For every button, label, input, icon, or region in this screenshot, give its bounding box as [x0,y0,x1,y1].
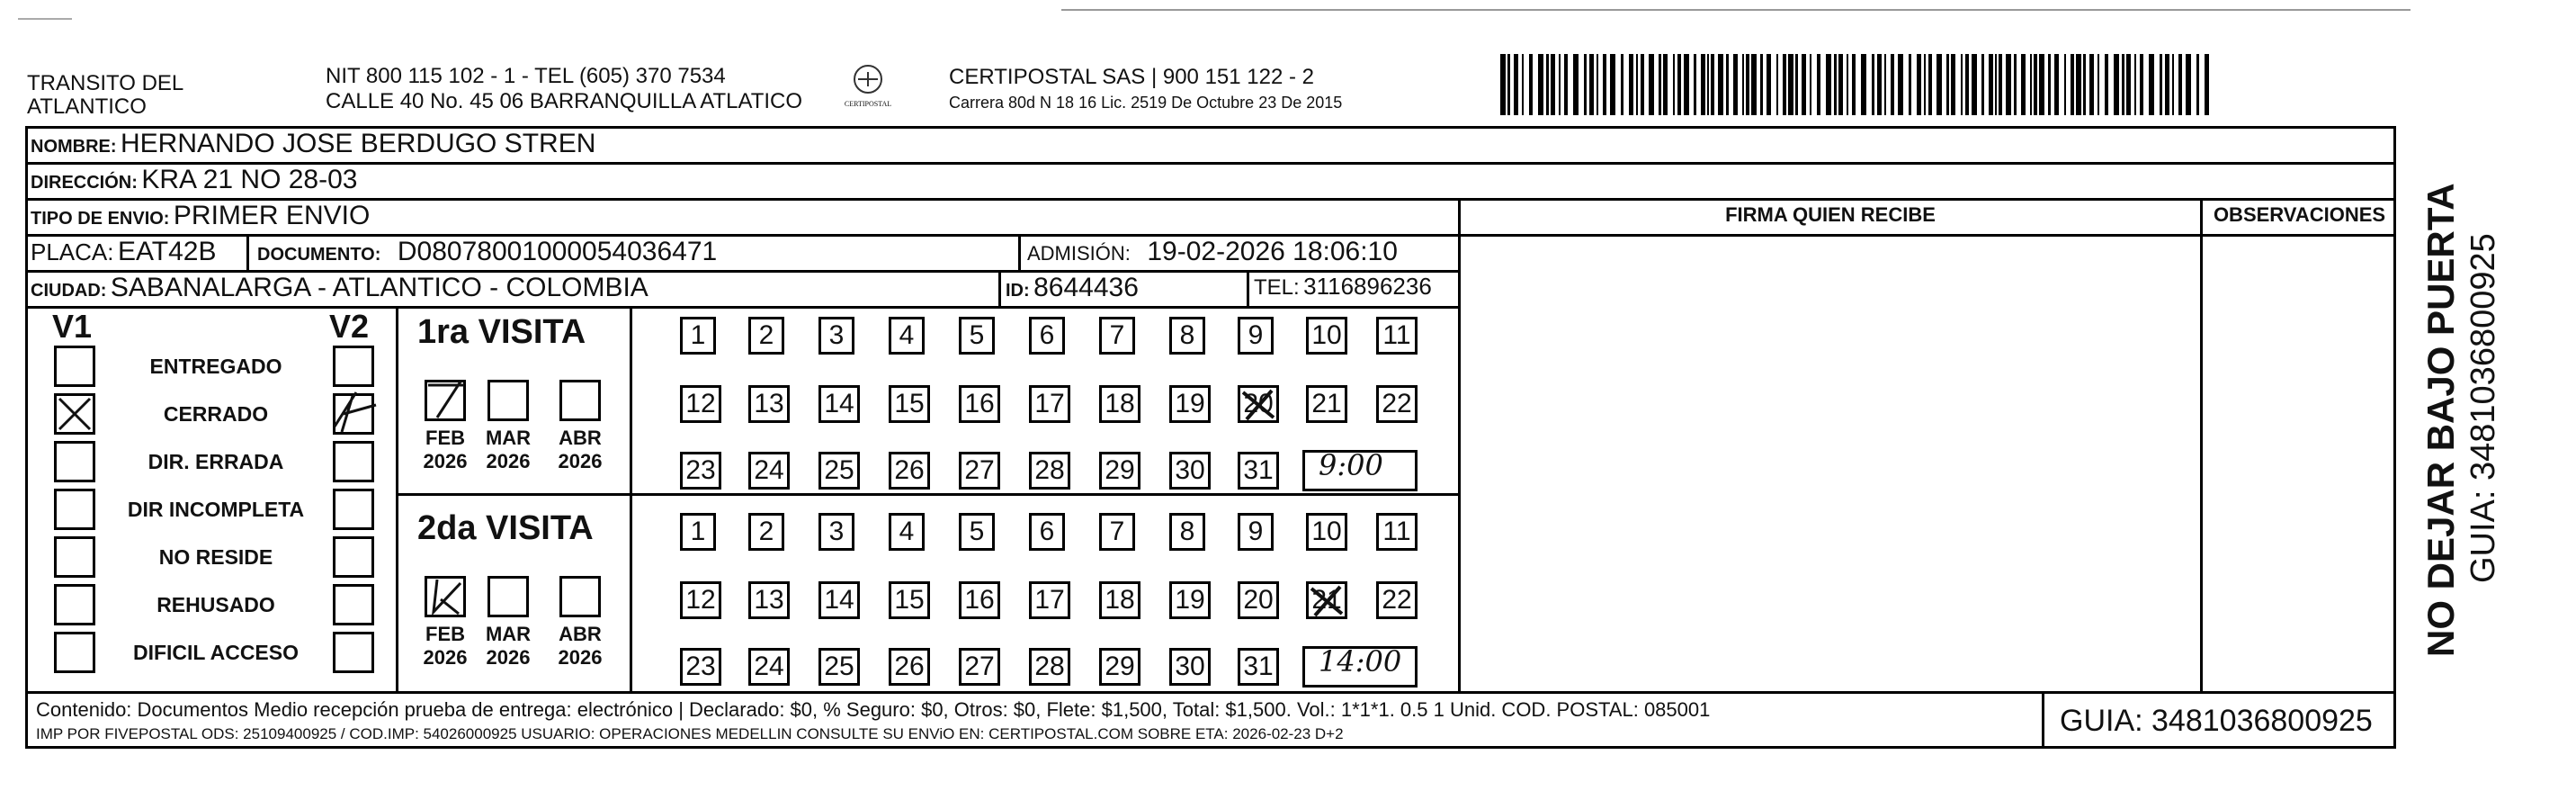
col-line [246,234,249,270]
day-box[interactable]: 23 [680,648,721,686]
status-v1-checkbox[interactable] [54,489,95,530]
day-box[interactable]: 22 [1376,581,1418,619]
month-label [481,623,535,670]
day-box[interactable]: 5 [959,317,995,355]
v2-header: V2 [329,308,370,345]
no-dejar-warning: NO DEJAR BAJO PUERTA [2419,183,2462,657]
day-box[interactable]: 16 [959,385,1000,423]
month-year: 2026 [558,450,603,472]
month-checkbox[interactable] [487,576,529,617]
month-name: FEB [425,427,465,449]
month-label [553,427,607,473]
documento-field: DOCUMENTO: D08078001000054036471 [257,237,718,266]
month-name: MAR [485,623,532,645]
direccion-field: DIRECCIÓN: KRA 21 NO 28-03 [31,165,358,194]
day-box[interactable]: 25 [818,452,860,490]
day-box[interactable]: 4 [889,317,925,355]
row-line [25,691,2396,694]
day-box[interactable]: 24 [748,648,790,686]
day-box[interactable]: 8 [1169,317,1205,355]
status-v2-checkbox[interactable] [333,632,374,673]
handwritten-x-mark [54,393,95,439]
day-box[interactable]: 21 [1306,385,1347,423]
top-rule [1061,9,2411,11]
handwritten-x-mark [1238,385,1279,427]
day-box[interactable]: 12 [680,581,721,619]
observaciones-header: OBSERVACIONES [2213,203,2386,226]
day-box[interactable]: 22 [1376,385,1418,423]
status-v1-checkbox[interactable] [54,536,95,578]
day-box[interactable]: 30 [1169,648,1211,686]
day-box[interactable]: 9 [1238,317,1274,355]
day-box[interactable]: 18 [1099,581,1140,619]
day-box[interactable]: 30 [1169,452,1211,490]
day-box[interactable]: 29 [1099,452,1140,490]
visit-2-title: 2da VISITA [417,509,594,547]
imp-text: IMP POR FIVEPOSTAL ODS: 25109400925 / COD.IMP: 54026000925 USUARIO: OPERACIONES MEDELLIN CONSULTE SU ENViO EN: CERTIPOSTAL.COM SOBRE ETA: 2026-02-23 D+2 [36,725,1344,742]
top-rule-short [18,18,72,20]
row-line [25,306,1461,309]
day-box[interactable]: 14 [818,385,860,423]
day-box[interactable]: 28 [1029,648,1070,686]
handwritten-time: 9:00 [1319,448,1383,482]
month-year: 2026 [423,646,468,669]
status-label: ENTREGADO [149,355,282,378]
ciudad-field: CIUDAD: SABANALARGA - ATLANTICO - COLOMBIA [31,273,648,302]
status-v2-checkbox[interactable] [333,441,374,482]
month-name: ABR [559,427,602,449]
row-line [25,198,2396,201]
status-v2-checkbox[interactable] [333,346,374,387]
day-box[interactable]: 6 [1029,513,1065,551]
handwritten-check-mark [425,376,470,426]
v1-header: V1 [52,308,93,345]
month-name: MAR [485,427,532,449]
sender-name: TRANSITO DEL ATLANTICO [27,71,184,119]
month-checkbox[interactable] [559,380,601,421]
day-box[interactable]: 19 [1169,385,1211,423]
row-line [25,162,2396,165]
certipostal-logo: CERTIPOSTAL [836,63,899,117]
tipo-envio-field: TIPO DE ENVIO: PRIMER ENVIO [31,201,371,230]
status-label: NO RESIDE [158,545,273,569]
month-label [418,427,472,473]
day-box[interactable]: 31 [1238,648,1279,686]
day-box[interactable]: 17 [1029,581,1070,619]
col-line [396,306,398,691]
handwritten-check-mark [425,572,470,622]
day-box[interactable]: 31 [1238,452,1279,490]
day-box[interactable]: 26 [889,452,930,490]
day-box[interactable]: 25 [818,648,860,686]
day-box[interactable]: 6 [1029,317,1065,355]
month-label [418,623,472,670]
barcode [1500,54,2209,115]
carrier-info: CERTIPOSTAL SAS | 900 151 122 - 2 Carrera 80d N 18 16 Lic. 2519 De Octubre 23 De 2015 [949,65,1343,112]
day-box[interactable]: 29 [1099,648,1140,686]
status-label: DIFICIL ACCESO [132,641,299,664]
col-line [2200,198,2203,691]
month-label [553,623,607,670]
firma-header: FIRMA QUIEN RECIBE [1725,203,1936,226]
day-box[interactable]: 12 [680,385,721,423]
day-box[interactable]: 1 [680,317,716,355]
nombre-field: NOMBRE: HERNANDO JOSE BERDUGO STREN [31,129,596,158]
month-checkbox[interactable] [559,576,601,617]
day-box[interactable]: 11 [1376,513,1418,551]
day-box[interactable]: 27 [959,648,1000,686]
row-line [396,493,1461,496]
day-box[interactable]: 3 [818,513,854,551]
col-line [1458,198,1461,691]
admision-field: ADMISIÓN: 19-02-2026 18:06:10 [1027,237,1398,266]
handwritten-check-mark [329,387,383,442]
status-label: REHUSADO [157,593,275,616]
day-box[interactable]: 24 [748,452,790,490]
day-box[interactable]: 8 [1169,513,1205,551]
month-year: 2026 [423,450,468,472]
day-box[interactable]: 18 [1099,385,1140,423]
day-box[interactable]: 9 [1238,513,1274,551]
day-box[interactable]: 11 [1376,317,1418,355]
day-box[interactable]: 16 [959,581,1000,619]
handwritten-time: 14:00 [1319,644,1402,679]
col-line [2042,691,2044,749]
status-v2-checkbox[interactable] [333,584,374,625]
day-box[interactable]: 14 [818,581,860,619]
day-box[interactable]: 15 [889,581,930,619]
sender-contact: NIT 800 115 102 - 1 - TEL (605) 370 7534 CALLE 40 No. 45 06 BARRANQUILLA ATLATICO [326,64,803,113]
day-box[interactable]: 20 [1238,385,1279,423]
month-label [481,427,535,473]
col-line [1018,234,1021,270]
status-v1-checkbox[interactable] [54,346,95,387]
day-box[interactable]: 10 [1306,513,1347,551]
day-box[interactable]: 23 [680,452,721,490]
col-line [998,270,1001,306]
day-box[interactable]: 19 [1169,581,1211,619]
day-box[interactable]: 13 [748,581,790,619]
month-name: ABR [559,623,602,645]
day-box[interactable]: 3 [818,317,854,355]
day-box[interactable]: 27 [959,452,1000,490]
day-box[interactable]: 10 [1306,317,1347,355]
placa-field: PLACA: EAT42B [31,237,217,266]
tel-field: TEL: 3116896236 [1254,273,1432,300]
status-v1-checkbox[interactable] [54,441,95,482]
day-box[interactable]: 20 [1238,581,1279,619]
status-label: DIR. ERRADA [148,450,284,473]
status-label: DIR INCOMPLETA [127,498,305,521]
day-box[interactable]: 21 [1306,581,1347,619]
row-line [2042,691,2396,694]
day-box[interactable]: 4 [889,513,925,551]
status-label: CERRADO [163,402,269,426]
col-line [1247,270,1249,306]
guia-side: GUIA: 3481036800925 [2464,233,2502,583]
day-box[interactable]: 13 [748,385,790,423]
day-box[interactable]: 2 [748,317,784,355]
month-year: 2026 [558,646,603,669]
month-year: 2026 [486,646,531,669]
day-box[interactable]: 1 [680,513,716,551]
day-box[interactable]: 26 [889,648,930,686]
status-v1-checkbox[interactable] [54,584,95,625]
id-field: ID: 8644436 [1006,273,1139,302]
day-box[interactable]: 2 [748,513,784,551]
month-checkbox[interactable] [487,380,529,421]
day-box[interactable]: 17 [1029,385,1070,423]
status-v1-checkbox[interactable] [54,632,95,673]
day-box[interactable]: 5 [959,513,995,551]
status-v2-checkbox[interactable] [333,489,374,530]
day-box[interactable]: 7 [1099,513,1135,551]
month-name: FEB [425,623,465,645]
day-box[interactable]: 7 [1099,317,1135,355]
logo-icon [850,63,886,95]
col-line [630,306,632,691]
contenido-text: Contenido: Documentos Medio recepción prueba de entrega: electrónico | Declarado: $0, % Seguro: $0, Otros: $0, Flete: $1,500, Total: $1,500. Vol.: 1*1*1. 0.5 1 Unid. COD. POSTAL: 085001 [36,698,1711,721]
guia-footer: GUIA: 3481036800925 [2060,704,2373,738]
handwritten-x-mark [1306,581,1347,624]
day-box[interactable]: 28 [1029,452,1070,490]
visit-1-title: 1ra VISITA [417,313,586,351]
day-box[interactable]: 15 [889,385,930,423]
month-year: 2026 [486,450,531,472]
status-v2-checkbox[interactable] [333,536,374,578]
